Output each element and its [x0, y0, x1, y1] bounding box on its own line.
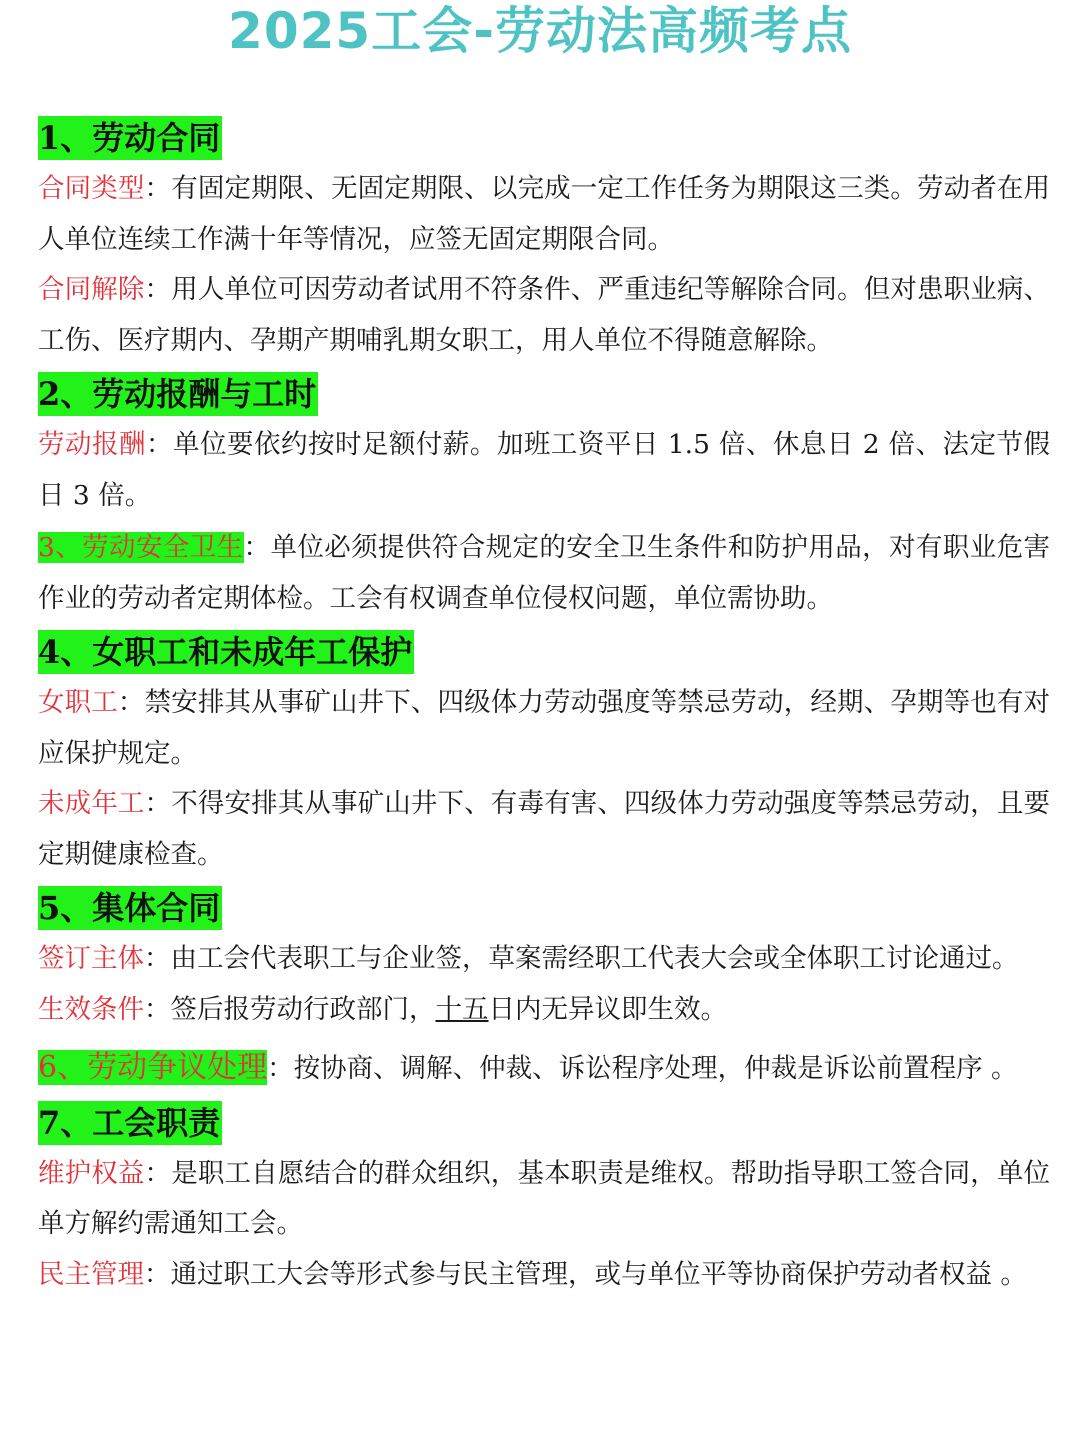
item-text: 禁安排其从事矿山井下、四级体力劳动强度等禁忌劳动，经期、孕期等也有对应保护规定。 — [38, 687, 1051, 769]
section-heading: 7、工会职责 — [38, 1101, 222, 1145]
item-label: 合同解除 — [38, 274, 145, 305]
section-pay-and-hours — [38, 366, 1050, 521]
paragraph-safety-health — [38, 523, 1050, 624]
paragraph-labor-pay — [38, 420, 1050, 521]
paragraph-signing-party — [38, 934, 1050, 985]
item-text: 是职工自愿结合的群众组织，基本职责是维权。帮助指导职工签合同，单位单方解约需通知工会。 — [38, 1157, 1051, 1239]
paragraph-contract-types — [38, 164, 1050, 265]
label-separator: ： — [144, 274, 172, 305]
underlined-text: 十五 — [435, 993, 489, 1025]
section-women-minors — [38, 624, 1050, 880]
content — [38, 110, 1050, 1300]
label-separator: ： — [117, 687, 145, 718]
section-labor-contract — [38, 110, 1050, 366]
item-text: 单位必须提供符合规定的安全卫生条件和防护用品，对有职业危害作业的劳动者定期体检。工会有权调查单位侵权问题，单位需协助。 — [38, 532, 1051, 614]
item-text: 由工会代表职工与企业签，草案需经职工代表大会或全体职工讨论通过。 — [170, 943, 1019, 974]
section-heading: 5、集体合同 — [38, 886, 222, 930]
item-text: 按协商、调解、仲裁、诉讼程序处理，仲裁是诉讼前置程序 。 — [293, 1053, 1018, 1084]
label-separator: ： — [144, 1258, 171, 1290]
inline-heading: 6、劳动争议处理 — [38, 1050, 268, 1085]
item-text: 单位要依约按时足额付薪。加班工资平日 1.5 倍、休息日 2 倍、法定节假日 3 倍。 — [38, 429, 1051, 511]
paragraph-effective-conditions — [38, 985, 1050, 1036]
section-union-duties — [38, 1095, 1050, 1301]
item-text: 日内无异议即生效。 — [488, 993, 727, 1025]
section-heading: 2、劳动报酬与工时 — [38, 372, 318, 416]
section-heading: 4、女职工和未成年工保护 — [38, 630, 414, 674]
item-label: 生效条件 — [38, 993, 144, 1025]
paragraph-democratic-management — [38, 1250, 1050, 1301]
label-separator: ： — [267, 1053, 294, 1084]
item-label: 民主管理 — [38, 1258, 144, 1290]
item-label: 未成年工 — [38, 788, 145, 819]
section-dispute-handling — [38, 1043, 1050, 1095]
item-label: 女职工 — [38, 687, 118, 718]
item-text: 不得安排其从事矿山井下、有毒有害、四级体力劳动强度等禁忌劳动，且要定期健康检查。 — [38, 788, 1051, 870]
item-label: 劳动报酬 — [38, 429, 146, 460]
item-text: 有固定期限、无固定期限、以完成一定工作任务为期限这三类。劳动者在用人单位连续工作满十年等情况，应签无固定期限合同。 — [38, 173, 1051, 255]
item-text: 用人单位可因劳动者试用不符条件、严重违纪等解除合同。但对患职业病、工伤、医疗期内、孕期产期哺乳期女职工，用人单位不得随意解除。 — [38, 274, 1051, 356]
section-collective-contract — [38, 880, 1050, 1035]
paragraph-minor-workers — [38, 779, 1050, 880]
item-label: 维护权益 — [38, 1157, 145, 1189]
item-label: 合同类型 — [38, 173, 145, 204]
label-separator: ： — [144, 993, 171, 1025]
inline-heading: 3、劳动安全卫生 — [38, 532, 244, 563]
section-safety-health — [38, 523, 1050, 624]
label-separator: ： — [144, 1157, 172, 1189]
label-separator: ： — [145, 429, 173, 460]
item-text: 通过职工大会等形式参与民主管理，或与单位平等协商保护劳动者权益 。 — [170, 1258, 1027, 1290]
label-separator: ： — [144, 173, 172, 204]
label-separator: ： — [144, 788, 172, 819]
page-title: 2025工会-劳动法高频考点 — [228, 2, 852, 60]
item-text: 签后报劳动行政部门， — [170, 993, 436, 1025]
section-heading: 1、劳动合同 — [38, 116, 222, 160]
paragraph-protect-rights — [38, 1149, 1050, 1250]
paragraph-female-workers — [38, 678, 1050, 779]
paragraph-dispute-handling — [38, 1043, 1050, 1095]
label-separator: ： — [144, 943, 171, 974]
label-separator: ： — [243, 532, 271, 563]
item-label: 签订主体 — [38, 943, 144, 974]
paragraph-contract-termination — [38, 265, 1050, 366]
